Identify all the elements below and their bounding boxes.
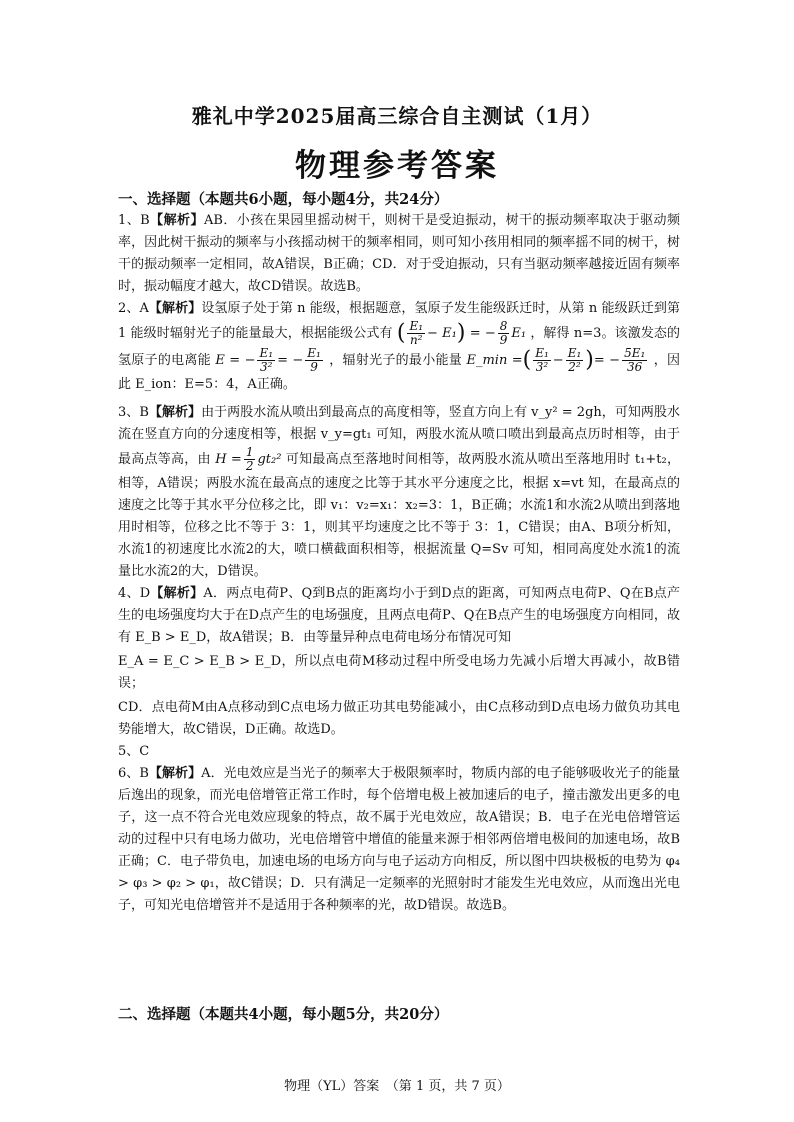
analysis-text: A．两点电荷P、Q到B点的距离均小于到D点的距离，可知两点电荷P、Q在B点产生的电场强度均大于在D点产生的电场强度，且两点电荷P、Q在B点产生的电场强度方向相同，故有 E_B > E_D，故A错误；B．由等量异种点电荷电场分布情况可知 bbox=[118, 586, 680, 645]
analysis-tag: 【解析】 bbox=[148, 405, 202, 420]
answer-key-title: 物理参考答案 bbox=[295, 148, 499, 184]
analysis-text: AB．小孩在果园里摇动树干，则树干是受迫振动，树干的振动频率取决于驱动频率，因此树干振动的频率与小孩摇动树干的频率相同，则可知小孩用相同的频率摇不同的树干，树干的振动频率一定相同，故A错误，B正确；CD．对于受迫振动，只有当驱动频率越接近固有频率时，振动幅度才越大，故CD错误。故选B。 bbox=[118, 213, 680, 294]
analysis-text: 由于两股水流从喷出到最高点的高度相等，竖直方向上有 v_y² = 2gh，可知两股水流在竖直方向的分速度相等，根据 v_y=gt₁ 可知，两股水流从喷口喷出到最高点历时相等，由于最高点等高，由 bbox=[118, 405, 680, 467]
question-4-answer bbox=[118, 583, 680, 649]
analysis-text: 设氢原子处于第 n 能级，根据题意，氢原子发生能级跃迁时，从第 n 能级跃迁到第 1 能级时辐射光子的能量最大，根据能级公式有 bbox=[118, 301, 680, 341]
min-photon-energy-formula: E_min =( $\frac{\text{E₁}}{\text{3²}}$ − $\frac{\text{E₁}}{\text{2²}}$ )= − $\frac{\text{5E₁}}{36}$ bbox=[466, 346, 646, 374]
question-6-answer bbox=[118, 763, 680, 917]
question-number: 2、A bbox=[118, 301, 149, 316]
ionization-energy-formula: E = − $\frac{\text{E₁}}{\text{3²}}$ = − $\frac{\text{E₁}}{9}$ bbox=[215, 346, 321, 374]
analysis-text: 可知最高点至落地时间相等，故两股水流从喷出至落地用时 t₁+t₂，相等，A错误；两股水流在最高点的速度之比等于其水平分速度之比，根据 x=vt 知，在最高点的速度之比等于其水平分位移之比，即 v₁：v₂=x₁：x₂=3：1，B正确；水流1和水流2从喷出到落地用时相等，位移之比不等于 3：1，则其平均速度之比不等于 3：1，C错误；由A、B项分析知，水流1的初速度比水流2的大，喷口横截面积相等，根据流量 Q=Sv 可知，相同高度处水流1的流量比水流2的大，D错误。 bbox=[118, 452, 680, 579]
exam-title: 雅礼中学2025届高三综合自主测试（1月） bbox=[191, 104, 603, 128]
question-number: 5、C bbox=[118, 744, 150, 759]
analysis-text: ，因此 bbox=[118, 353, 680, 392]
question-4-field-comparison: E_A = E_C > E_B > E_D，所以点电荷M移动过程中所受电场力先减小后增大再减小，故B错误； bbox=[118, 654, 680, 691]
analysis-text: E_ion：E=5：4，A正确。 bbox=[135, 377, 296, 392]
question-number: 4、D bbox=[118, 586, 151, 601]
question-3-answer bbox=[118, 402, 680, 583]
analysis-tag: 【解析】 bbox=[150, 586, 204, 601]
question-number: 3、B bbox=[118, 405, 149, 420]
analysis-text: ，解得 n=3。该激发态的氢原子的电离能 bbox=[118, 326, 681, 368]
question-2-answer bbox=[118, 298, 680, 396]
energy-level-formula: ( $\frac{\text{E₁}}{\text{n²}}$ − E₁) = − $\frac{8}{9}$ E₁ bbox=[396, 319, 527, 347]
section-2-heading: 二、选择题（本题共4小题，每小题5分，共20分） bbox=[118, 1006, 449, 1023]
question-4-conclusion: CD．点电荷M由A点移动到C点电场力做正功其电势能减小，由C点移动到D点电场力做负功其电势能增大，故C错误，D正确。故选D。 bbox=[118, 700, 680, 737]
analysis-tag: 【解析】 bbox=[148, 766, 202, 781]
question-5-answer bbox=[118, 741, 680, 763]
question-number: 1、B bbox=[118, 213, 150, 228]
page-footer: 物理（YL）答案 （第 1 页，共 7 页） bbox=[284, 1079, 510, 1094]
analysis-tag: 【解析】 bbox=[148, 301, 202, 316]
question-1-answer bbox=[118, 210, 680, 298]
fall-time-formula: H = $\frac{1}{2}$ gt₂² bbox=[215, 445, 282, 473]
answer-content bbox=[118, 210, 680, 917]
analysis-tag: 【解析】 bbox=[149, 213, 204, 228]
section-1-heading: 一、选择题（本题共6小题，每小题4分，共24分） bbox=[118, 191, 449, 208]
analysis-text: A．光电效应是当光子的频率大于极限频率时，物质内部的电子能够吸收光子的能量后逸出的现象，而光电倍增管正常工作时，每个倍增电极上被加速后的电子，撞击激发出更多的电子，这一点不符合光电效应现象的特点，故不属于光电效应，故A错误；B．电子在光电倍增管运动的过程中只有电场力做功，光电倍增管中增值的能量来源于相邻两倍增电极间的加速电场，故B正确；C．电子带负电，加速电场的电场方向与电子运动方向相反，所以图中四块极板的电势为 φ₄ > φ₃ > φ₂ > φ₁，故C错误；D．只有满足一定频率的光照射时才能发生光电效应，从而逸出光电子，可知光电倍增管并不是适用于各种频率的光，故D错误。故选B。 bbox=[118, 766, 681, 913]
analysis-text: ，辐射光子的最小能量 bbox=[329, 353, 463, 368]
question-number: 6、B bbox=[118, 766, 149, 781]
